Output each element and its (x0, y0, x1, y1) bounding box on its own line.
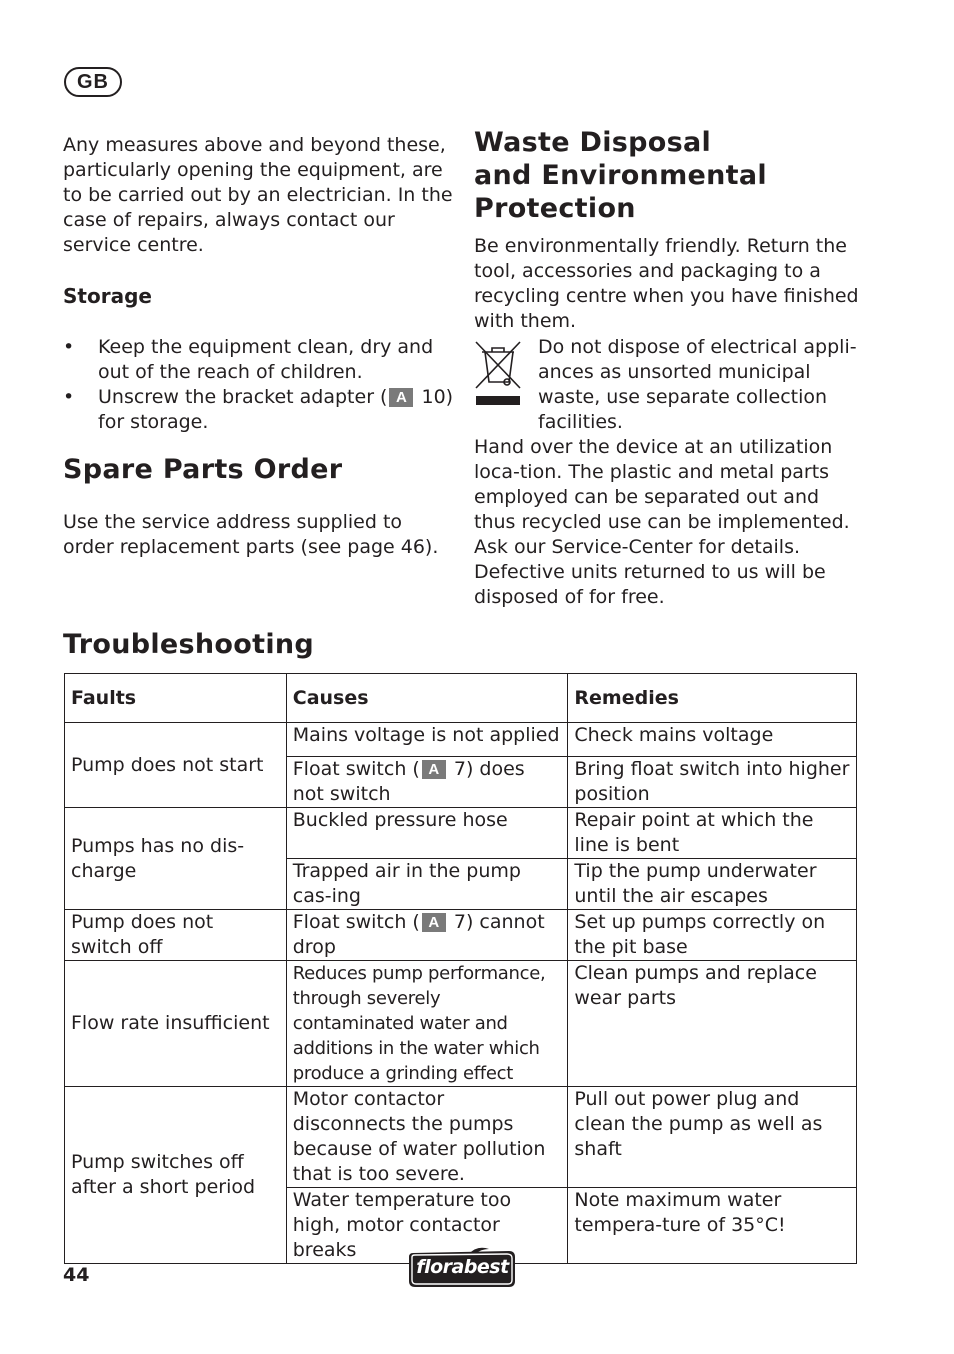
waste-heading-line-1: Waste Disposal (474, 127, 712, 158)
intro-paragraph: Any measures above and beyond these, particularly opening the equipment, are to be carried out by an electrician. In the case of repairs, always contact our service centre. (63, 134, 453, 256)
remedy-cell: Bring float switch into higher position (568, 757, 857, 808)
list-item (63, 335, 455, 385)
bullet-glyph: • (63, 386, 75, 408)
cause-cell (286, 757, 568, 808)
cause-cell: Mains voltage is not applied (286, 723, 568, 757)
spare-parts-text: Use the service address supplied to order replacement parts (see page 46). (63, 511, 439, 558)
troubleshooting-heading: Troubleshooting (63, 629, 315, 660)
spare-parts-heading: Spare Parts Order (63, 454, 343, 485)
figure-ref-badge: A (422, 760, 446, 779)
cause-cell: Trapped air in the pump cas-ing (286, 859, 568, 910)
cause-cell: Buckled pressure hose (286, 808, 568, 859)
waste-text-2: Hand over the device at an utilization loca-tion. The plastic and metal parts employed can be separated out and thus recycled use can be implemented. Ask our Service-Center for details. Defective units returned to us will be disposed of for free. (474, 436, 850, 608)
storage-bullet-2-post: 10) for storage. (98, 386, 454, 433)
waste-heading-line-2: and Environmental (474, 160, 767, 191)
table-row (65, 961, 857, 1087)
right-column (474, 126, 874, 225)
figure-ref-badge: A (422, 913, 446, 932)
remedies-header: Remedies (568, 674, 857, 723)
causes-header: Causes (286, 674, 568, 723)
cause-text-pre: Float switch ( (292, 758, 420, 780)
faults-header: Faults (65, 674, 287, 723)
storage-bullet-2-pre: Unscrew the bracket adapter ( (98, 386, 388, 408)
waste-disposal-heading (474, 126, 874, 225)
logo-wordmark: florabest (416, 1256, 509, 1278)
remedy-cell: Note maximum water tempera-ture of 35°C! (568, 1188, 857, 1264)
left-column (63, 133, 455, 258)
cause-cell: Reduces pump performance, through severely contaminated water and additions in the water which produce a grinding effect (286, 961, 568, 1087)
page-number: 44 (63, 1264, 90, 1286)
list-item (63, 385, 455, 435)
remedy-cell: Check mains voltage (568, 723, 857, 757)
table-row (65, 1087, 857, 1188)
fault-cell: Pumps has no dis-charge (65, 808, 287, 910)
cause-text-pre: Float switch ( (292, 911, 420, 933)
remedy-cell: Set up pumps correctly on the pit base (568, 910, 857, 961)
storage-heading: Storage (63, 284, 152, 308)
waste-heading-line-3: Protection (474, 193, 636, 224)
remedy-cell: Clean pumps and replace wear parts (568, 961, 857, 1087)
waste-text-1: Be environmentally friendly. Return the tool, accessories and packaging to a recycling centre when you have finished with them. (474, 235, 859, 332)
language-badge: GB (64, 67, 122, 97)
storage-list (63, 335, 455, 435)
fault-cell: Flow rate insufficient (65, 961, 287, 1087)
remedy-cell: Pull out power plug and clean the pump as well as shaft (568, 1087, 857, 1188)
fault-cell: Pump switches off after a short period (65, 1087, 287, 1264)
cause-cell: Water temperature too high, motor contactor breaks (286, 1188, 568, 1264)
storage-bullet-1: Keep the equipment clean, dry and out of the reach of children. (98, 336, 434, 383)
weee-text: Do not dispose of electrical appli-ances as unsorted municipal waste, use separate collection facilities. (538, 336, 857, 433)
cause-text-post: 7) does not switch (292, 758, 525, 805)
remedy-cell: Repair point at which the line is bent (568, 808, 857, 859)
troubleshooting-table (64, 673, 857, 1264)
cause-text-post: 7) cannot drop (292, 911, 545, 958)
fault-cell: Pump does not switch off (65, 910, 287, 961)
cause-cell (286, 910, 568, 961)
table-row (65, 910, 857, 961)
cause-cell: Motor contactor disconnects the pumps because of water pollution that is too severe. (286, 1087, 568, 1188)
remedy-cell: Tip the pump underwater until the air escapes (568, 859, 857, 910)
table-row (65, 808, 857, 859)
fault-cell: Pump does not start (65, 723, 287, 808)
table-row (65, 723, 857, 757)
bullet-glyph: • (63, 336, 75, 358)
figure-ref-badge: A (389, 388, 413, 407)
table-header-row (65, 674, 857, 723)
crossed-out-bin-icon (474, 338, 524, 406)
